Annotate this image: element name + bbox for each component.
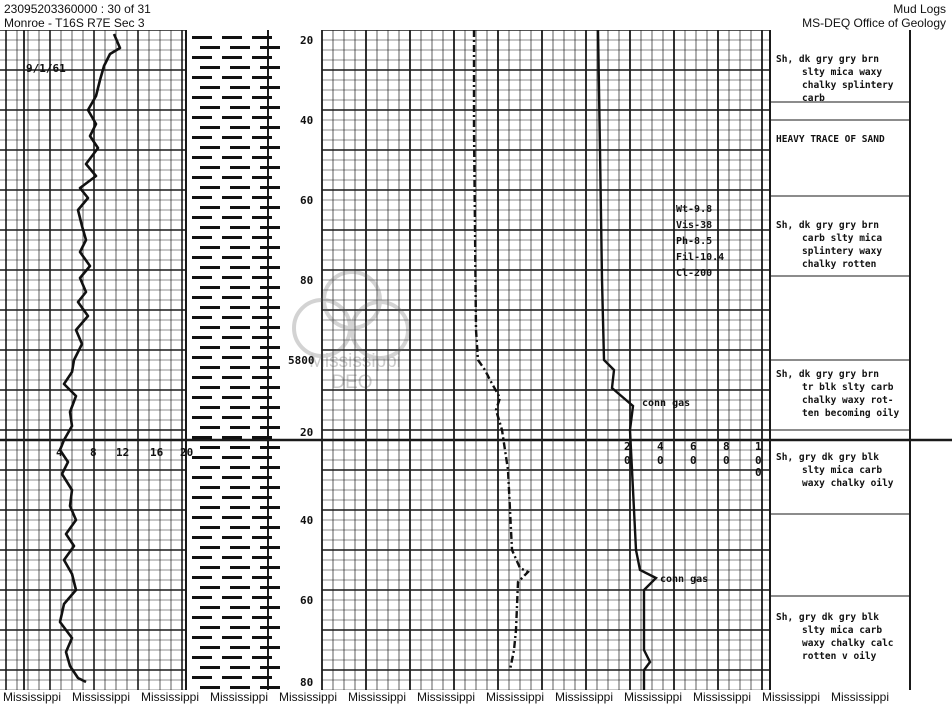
shale-symbol bbox=[222, 276, 242, 279]
drill-rate-curve bbox=[60, 34, 120, 682]
lithology-line: rotten v oily bbox=[802, 651, 877, 662]
mud-property: Wt-9.8 bbox=[676, 204, 713, 215]
shale-symbol bbox=[222, 336, 242, 339]
lithology-line: carb slty mica bbox=[802, 233, 883, 244]
shale-symbol bbox=[192, 156, 212, 159]
shale-symbol bbox=[192, 236, 212, 239]
gas-scale-zero: 0 bbox=[755, 454, 762, 467]
shale-symbol bbox=[252, 516, 272, 519]
shale-symbol bbox=[222, 96, 242, 99]
watermark-text-line2: DEQ bbox=[331, 372, 373, 393]
shale-symbol bbox=[222, 416, 242, 419]
shale-symbol bbox=[230, 66, 250, 69]
gas-scale-label: 8 bbox=[723, 440, 730, 453]
connection-gas-note: conn gas bbox=[660, 574, 709, 585]
shale-symbol bbox=[260, 606, 280, 609]
drill-rate-scale-label: 8 bbox=[90, 446, 97, 459]
shale-symbol bbox=[260, 466, 280, 469]
shale-symbol bbox=[252, 76, 272, 79]
office-label: MS-DEQ Office of Geology bbox=[802, 16, 946, 30]
shale-symbol bbox=[230, 666, 250, 669]
mud-property: Vis-38 bbox=[676, 220, 713, 231]
shale-symbol bbox=[200, 486, 220, 489]
shale-symbol bbox=[192, 36, 212, 39]
shale-symbol bbox=[230, 306, 250, 309]
shale-symbol bbox=[230, 46, 250, 49]
shale-symbol bbox=[252, 116, 272, 119]
shale-symbol bbox=[260, 406, 280, 409]
lithology-line: Sh, dk gry gry brn bbox=[776, 220, 879, 231]
shale-lithology-column bbox=[192, 36, 280, 689]
shale-symbol bbox=[252, 576, 272, 579]
gas-scale-label: 2 bbox=[624, 440, 631, 453]
shale-symbol bbox=[222, 596, 242, 599]
shale-symbol bbox=[230, 446, 250, 449]
shale-symbol bbox=[260, 646, 280, 649]
shale-symbol bbox=[230, 266, 250, 269]
shale-symbol bbox=[252, 396, 272, 399]
watermark-text-line1: Mississippi bbox=[309, 351, 401, 372]
shale-symbol bbox=[192, 256, 212, 259]
shale-symbol bbox=[252, 216, 272, 219]
lithology-line: carb bbox=[802, 93, 825, 104]
shale-symbol bbox=[260, 566, 280, 569]
shale-symbol bbox=[222, 116, 242, 119]
shale-symbol bbox=[222, 656, 242, 659]
shale-symbol bbox=[252, 156, 272, 159]
shale-symbol bbox=[230, 426, 250, 429]
shale-symbol bbox=[260, 106, 280, 109]
shale-symbol bbox=[260, 486, 280, 489]
shale-symbol bbox=[192, 296, 212, 299]
shale-symbol bbox=[192, 276, 212, 279]
shale-symbol bbox=[200, 466, 220, 469]
shale-symbol bbox=[260, 66, 280, 69]
shale-symbol bbox=[252, 276, 272, 279]
shale-symbol bbox=[192, 596, 212, 599]
shale-symbol bbox=[192, 496, 212, 499]
shale-symbol bbox=[260, 246, 280, 249]
shale-symbol bbox=[192, 616, 212, 619]
shale-symbol bbox=[222, 396, 242, 399]
footer-label: Mississippi bbox=[3, 690, 62, 704]
well-id-label: 23095203360000 : 30 of 31 bbox=[4, 2, 151, 16]
shale-symbol bbox=[200, 506, 220, 509]
shale-symbol bbox=[260, 206, 280, 209]
shale-symbol bbox=[192, 416, 212, 419]
lithology-line: HEAVY TRACE OF SAND bbox=[776, 134, 885, 145]
shale-symbol bbox=[252, 296, 272, 299]
shale-symbol bbox=[230, 386, 250, 389]
shale-symbol bbox=[260, 146, 280, 149]
drill-rate-scale-label: 12 bbox=[116, 446, 130, 459]
shale-symbol bbox=[200, 246, 220, 249]
shale-symbol bbox=[252, 336, 272, 339]
shale-symbol bbox=[200, 446, 220, 449]
footer-repeat-label bbox=[0, 690, 952, 705]
lithology-line: Sh, dk gry gry brn bbox=[776, 369, 879, 380]
lithology-description bbox=[776, 54, 900, 662]
shale-symbol bbox=[252, 536, 272, 539]
shale-symbol bbox=[230, 126, 250, 129]
shale-symbol bbox=[222, 216, 242, 219]
shale-symbol bbox=[260, 126, 280, 129]
shale-symbol bbox=[222, 576, 242, 579]
shale-symbol bbox=[252, 376, 272, 379]
lithology-line: waxy chalky calc bbox=[802, 638, 894, 649]
shale-symbol bbox=[192, 56, 212, 59]
shale-symbol bbox=[252, 196, 272, 199]
shale-symbol bbox=[192, 456, 212, 459]
shale-symbol bbox=[192, 96, 212, 99]
depth-label: 40 bbox=[300, 514, 314, 527]
shale-symbol bbox=[222, 76, 242, 79]
footer-label: Mississippi bbox=[348, 690, 407, 704]
shale-symbol bbox=[260, 586, 280, 589]
shale-symbol bbox=[200, 526, 220, 529]
shale-symbol bbox=[200, 66, 220, 69]
shale-symbol bbox=[252, 256, 272, 259]
shale-symbol bbox=[200, 186, 220, 189]
lithology-line: slty mica carb bbox=[802, 625, 883, 636]
shale-symbol bbox=[192, 476, 212, 479]
lithology-line: Sh, gry dk gry blk bbox=[776, 452, 879, 463]
shale-symbol bbox=[200, 666, 220, 669]
drill-rate-scale-label: 4 bbox=[56, 446, 63, 459]
lithology-line: Sh, gry dk gry blk bbox=[776, 612, 879, 623]
depth-label: 80 bbox=[300, 676, 314, 689]
shale-symbol bbox=[192, 656, 212, 659]
lithology-line: ten becoming oily bbox=[802, 408, 900, 419]
shale-symbol bbox=[230, 586, 250, 589]
shale-symbol bbox=[192, 216, 212, 219]
shale-symbol bbox=[200, 226, 220, 229]
footer-label: Mississippi bbox=[831, 690, 890, 704]
lithology-line: tr blk slty carb bbox=[802, 382, 894, 393]
shale-symbol bbox=[200, 306, 220, 309]
shale-symbol bbox=[200, 386, 220, 389]
log-annotations bbox=[26, 34, 900, 689]
lithology-line: chalky splintery bbox=[802, 80, 894, 91]
shale-symbol bbox=[252, 56, 272, 59]
shale-symbol bbox=[252, 36, 272, 39]
shale-symbol bbox=[222, 256, 242, 259]
shale-symbol bbox=[260, 346, 280, 349]
shale-symbol bbox=[252, 476, 272, 479]
shale-symbol bbox=[192, 436, 212, 439]
shale-symbol bbox=[192, 636, 212, 639]
shale-symbol bbox=[260, 546, 280, 549]
lithology-line: waxy chalky oily bbox=[802, 478, 894, 489]
depth-label: 40 bbox=[300, 114, 314, 127]
footer-label: Mississippi bbox=[141, 690, 200, 704]
shale-symbol bbox=[200, 686, 220, 689]
shale-symbol bbox=[230, 686, 250, 689]
shale-symbol bbox=[260, 626, 280, 629]
depth-label: 5800 bbox=[288, 354, 315, 367]
drill-rate-scale-label: 20 bbox=[180, 446, 194, 459]
depth-label: 80 bbox=[300, 274, 314, 287]
shale-symbol bbox=[222, 376, 242, 379]
shale-symbol bbox=[260, 526, 280, 529]
shale-symbol bbox=[222, 236, 242, 239]
shale-symbol bbox=[230, 86, 250, 89]
shale-symbol bbox=[252, 596, 272, 599]
shale-symbol bbox=[260, 666, 280, 669]
gas-scale-label: 1 bbox=[755, 440, 762, 453]
footer-label: Mississippi bbox=[555, 690, 614, 704]
shale-symbol bbox=[260, 46, 280, 49]
shale-symbol bbox=[222, 616, 242, 619]
shale-symbol bbox=[200, 166, 220, 169]
shale-symbol bbox=[252, 176, 272, 179]
mud-property: Ph-8.5 bbox=[676, 236, 713, 247]
shale-symbol bbox=[200, 626, 220, 629]
shale-symbol bbox=[222, 296, 242, 299]
shale-symbol bbox=[200, 86, 220, 89]
shale-symbol bbox=[192, 576, 212, 579]
shale-symbol bbox=[230, 106, 250, 109]
shale-symbol bbox=[260, 386, 280, 389]
shale-symbol bbox=[230, 486, 250, 489]
shale-symbol bbox=[222, 496, 242, 499]
lithology-line: chalky waxy rot- bbox=[802, 395, 894, 406]
connection-gas-note: conn gas bbox=[642, 398, 691, 409]
shale-symbol bbox=[230, 406, 250, 409]
shale-symbol bbox=[200, 606, 220, 609]
shale-symbol bbox=[222, 516, 242, 519]
shale-symbol bbox=[252, 316, 272, 319]
shale-symbol bbox=[222, 436, 242, 439]
shale-symbol bbox=[230, 466, 250, 469]
shale-symbol bbox=[192, 356, 212, 359]
shale-symbol bbox=[192, 396, 212, 399]
shale-symbol bbox=[200, 106, 220, 109]
lithology-line: Sh, dk gry gry brn bbox=[776, 54, 879, 65]
shale-symbol bbox=[252, 616, 272, 619]
lithology-line: slty mica carb bbox=[802, 465, 883, 476]
gas-scale-zero: 0 bbox=[755, 466, 762, 479]
shale-symbol bbox=[260, 226, 280, 229]
shale-symbol bbox=[200, 126, 220, 129]
shale-symbol bbox=[230, 526, 250, 529]
drill-rate-scale-label: 16 bbox=[150, 446, 164, 459]
shale-symbol bbox=[222, 156, 242, 159]
shale-symbol bbox=[252, 436, 272, 439]
shale-symbol bbox=[200, 206, 220, 209]
shale-symbol bbox=[200, 346, 220, 349]
footer-label: Mississippi bbox=[693, 690, 752, 704]
lithology-line: chalky rotten bbox=[802, 259, 877, 270]
shale-symbol bbox=[230, 186, 250, 189]
footer-label: Mississippi bbox=[279, 690, 338, 704]
shale-symbol bbox=[230, 246, 250, 249]
shale-symbol bbox=[260, 686, 280, 689]
shale-symbol bbox=[200, 286, 220, 289]
shale-symbol bbox=[230, 646, 250, 649]
shale-symbol bbox=[260, 446, 280, 449]
footer-label: Mississippi bbox=[417, 690, 476, 704]
shale-symbol bbox=[230, 286, 250, 289]
shale-symbol bbox=[260, 166, 280, 169]
shale-symbol bbox=[252, 96, 272, 99]
shale-symbol bbox=[192, 136, 212, 139]
shale-symbol bbox=[192, 536, 212, 539]
shale-symbol bbox=[230, 146, 250, 149]
shale-symbol bbox=[222, 456, 242, 459]
shale-symbol bbox=[192, 336, 212, 339]
shale-symbol bbox=[192, 196, 212, 199]
shale-symbol bbox=[252, 556, 272, 559]
shale-symbol bbox=[252, 676, 272, 679]
footer-label: Mississippi bbox=[762, 690, 821, 704]
shale-symbol bbox=[260, 426, 280, 429]
shale-symbol bbox=[200, 366, 220, 369]
shale-symbol bbox=[222, 676, 242, 679]
shale-symbol bbox=[260, 306, 280, 309]
shale-symbol bbox=[260, 366, 280, 369]
shale-symbol bbox=[200, 46, 220, 49]
shale-symbol bbox=[192, 676, 212, 679]
shale-symbol bbox=[260, 506, 280, 509]
shale-symbol bbox=[230, 326, 250, 329]
shale-symbol bbox=[260, 286, 280, 289]
gas-scale-label: 4 bbox=[657, 440, 664, 453]
date-note: 9/1/61 bbox=[26, 62, 66, 75]
shale-symbol bbox=[252, 236, 272, 239]
shale-symbol bbox=[230, 166, 250, 169]
footer-label: Mississippi bbox=[486, 690, 545, 704]
shale-symbol bbox=[252, 416, 272, 419]
shale-symbol bbox=[230, 226, 250, 229]
shale-symbol bbox=[252, 636, 272, 639]
shale-symbol bbox=[222, 636, 242, 639]
mud-property: Fil-10.4 bbox=[676, 252, 725, 263]
shale-symbol bbox=[200, 426, 220, 429]
shale-symbol bbox=[260, 86, 280, 89]
footer-label: Mississippi bbox=[210, 690, 269, 704]
shale-symbol bbox=[260, 326, 280, 329]
shale-symbol bbox=[200, 566, 220, 569]
shale-symbol bbox=[230, 606, 250, 609]
lithology-line: slty mica waxy bbox=[802, 67, 883, 78]
shale-symbol bbox=[200, 646, 220, 649]
shale-symbol bbox=[260, 266, 280, 269]
depth-label: 20 bbox=[300, 34, 314, 47]
shale-symbol bbox=[252, 656, 272, 659]
shale-symbol bbox=[200, 586, 220, 589]
shale-symbol bbox=[230, 546, 250, 549]
gas-scale-label: 6 bbox=[690, 440, 697, 453]
shale-symbol bbox=[260, 186, 280, 189]
shale-symbol bbox=[252, 456, 272, 459]
shale-symbol bbox=[222, 556, 242, 559]
shale-symbol bbox=[230, 366, 250, 369]
shale-symbol bbox=[252, 356, 272, 359]
location-label: Monroe - T16S R7E Sec 3 bbox=[4, 16, 145, 30]
shale-symbol bbox=[222, 36, 242, 39]
shale-symbol bbox=[192, 176, 212, 179]
gas-scale-zero: 0 bbox=[657, 454, 664, 467]
shale-symbol bbox=[200, 266, 220, 269]
shale-symbol bbox=[222, 476, 242, 479]
shale-symbol bbox=[252, 136, 272, 139]
shale-symbol bbox=[222, 136, 242, 139]
shale-symbol bbox=[230, 346, 250, 349]
shale-symbol bbox=[200, 146, 220, 149]
shale-symbol bbox=[222, 316, 242, 319]
shale-symbol bbox=[222, 536, 242, 539]
gas-scale-zero: 0 bbox=[624, 454, 631, 467]
shale-symbol bbox=[192, 376, 212, 379]
shale-symbol bbox=[200, 326, 220, 329]
footer-label: Mississippi bbox=[72, 690, 131, 704]
log-grid bbox=[0, 30, 952, 690]
shale-symbol bbox=[230, 206, 250, 209]
shale-symbol bbox=[230, 566, 250, 569]
shale-symbol bbox=[192, 516, 212, 519]
mud-property: Cl-200 bbox=[676, 268, 713, 279]
shale-symbol bbox=[192, 76, 212, 79]
shale-symbol bbox=[200, 546, 220, 549]
depth-label: 20 bbox=[300, 426, 314, 439]
shale-symbol bbox=[200, 406, 220, 409]
document-type-label: Mud Logs bbox=[893, 2, 946, 16]
shale-symbol bbox=[222, 356, 242, 359]
shale-symbol bbox=[230, 626, 250, 629]
lithology-line: splintery waxy bbox=[802, 246, 883, 257]
shale-symbol bbox=[230, 506, 250, 509]
gas-scale-zero: 0 bbox=[690, 454, 697, 467]
footer-label: Mississippi bbox=[624, 690, 683, 704]
shale-symbol bbox=[252, 496, 272, 499]
shale-symbol bbox=[192, 116, 212, 119]
shale-symbol bbox=[222, 196, 242, 199]
depth-label: 60 bbox=[300, 194, 314, 207]
shale-symbol bbox=[222, 56, 242, 59]
mud-log-scan bbox=[0, 30, 952, 690]
shale-symbol bbox=[192, 556, 212, 559]
shale-symbol bbox=[222, 176, 242, 179]
gas-scale-zero: 0 bbox=[723, 454, 730, 467]
shale-symbol bbox=[192, 316, 212, 319]
depth-label: 60 bbox=[300, 594, 314, 607]
